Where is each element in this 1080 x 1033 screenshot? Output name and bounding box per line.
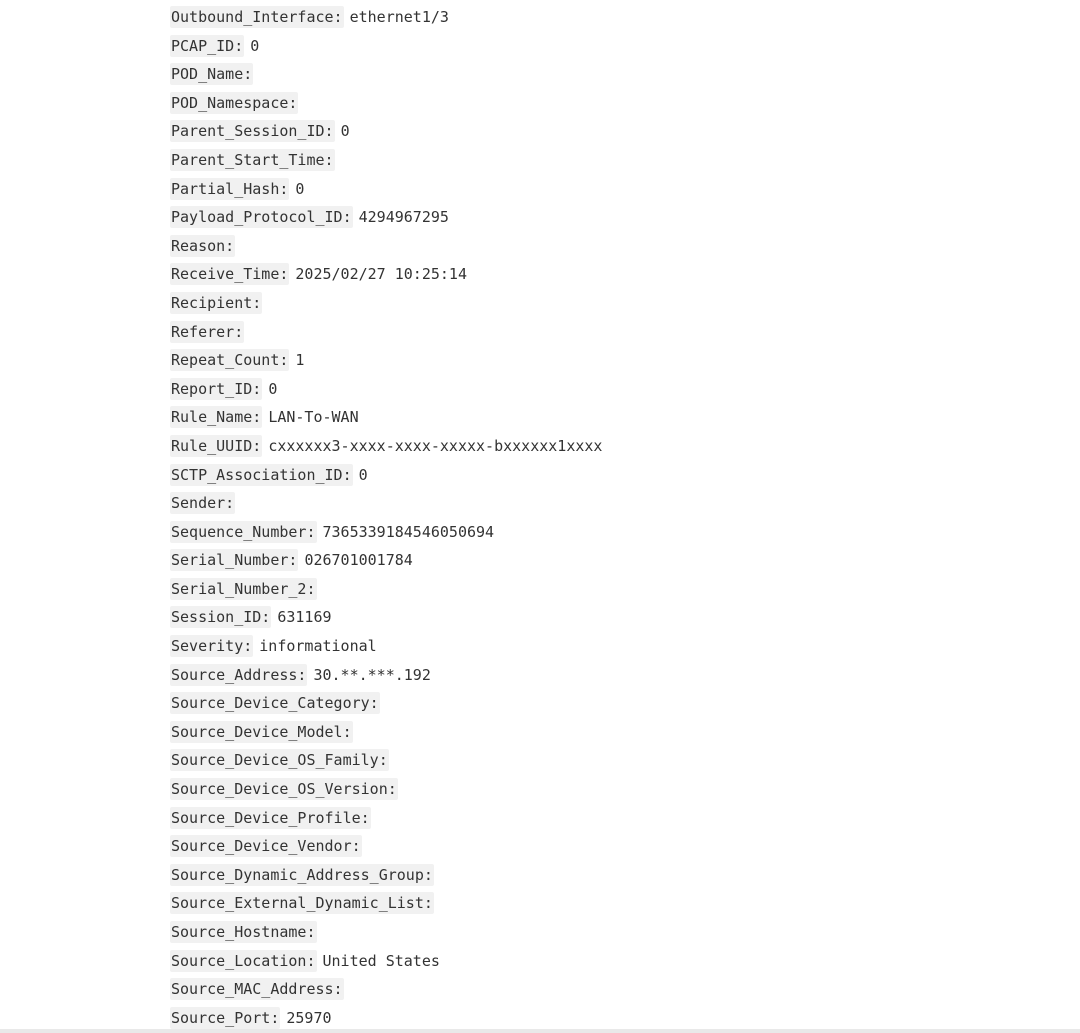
log-field-row: [170, 575, 602, 604]
field-key: Source_Hostname:: [171, 923, 316, 941]
field-key: POD_Namespace:: [171, 93, 298, 112]
field-key: Parent_Start_Time:: [171, 150, 334, 169]
log-field-row: [170, 289, 602, 318]
field-value: 0: [268, 379, 278, 398]
field-key: Source_Device_Vendor:: [171, 837, 361, 856]
log-field-row: [170, 775, 602, 804]
log-field-row: [170, 889, 602, 918]
log-field-row: [170, 861, 602, 890]
field-key: Serial_Number_2:: [171, 579, 316, 598]
log-field-row: [170, 804, 602, 833]
field-value: 631169: [277, 608, 332, 627]
field-key: Outbound_Interface:: [171, 8, 343, 26]
log-field-row: [170, 975, 602, 1004]
field-key: Session_ID:: [171, 608, 271, 627]
field-value: 30.**.***.192: [313, 665, 431, 684]
log-field-row: [170, 603, 602, 632]
log-field-row: [170, 718, 602, 747]
field-key: Source_Dynamic_Address_Group:: [171, 865, 433, 884]
field-value: 2025/02/27 10:25:14: [295, 265, 467, 284]
field-key: Parent_Session_ID:: [171, 122, 334, 141]
field-key: PCAP_ID:: [171, 36, 244, 55]
field-key: Source_Port:: [171, 1008, 280, 1027]
log-field-row: [170, 117, 602, 146]
field-key: Severity:: [171, 637, 253, 656]
field-key: Rule_Name:: [171, 408, 262, 427]
log-field-row: [170, 947, 602, 976]
log-field-row: [170, 175, 602, 204]
field-key: Referer:: [171, 322, 244, 341]
log-field-row: [170, 260, 602, 289]
field-key: Sequence_Number:: [171, 522, 316, 541]
field-key: Source_MAC_Address:: [171, 980, 343, 999]
field-value: 4294967295: [358, 208, 449, 227]
log-field-row: [170, 918, 602, 947]
field-value: 0: [295, 179, 305, 198]
field-key: Source_Device_Profile:: [171, 808, 370, 827]
field-value: 0: [340, 122, 350, 141]
log-field-row: [170, 746, 602, 775]
field-key: Sender:: [171, 494, 235, 513]
field-key: Source_Address:: [171, 665, 307, 684]
log-field-row: [170, 32, 602, 61]
log-field-row: [170, 60, 602, 89]
field-value: LAN-To-WAN: [268, 408, 359, 427]
log-field-row: [170, 489, 602, 518]
log-field-row: [170, 661, 602, 690]
field-key: Rule_UUID:: [171, 436, 262, 455]
field-value: 1: [295, 351, 305, 370]
log-field-row: [170, 232, 602, 261]
field-key: Source_Device_Category:: [171, 694, 379, 713]
log-field-list: [170, 3, 602, 1032]
log-field-row: [170, 89, 602, 118]
field-key: Serial_Number:: [171, 551, 298, 570]
field-value: 25970: [286, 1008, 332, 1027]
field-key: Payload_Protocol_ID:: [171, 208, 352, 227]
log-field-row: [170, 546, 602, 575]
log-field-row: [170, 375, 602, 404]
log-field-row: [170, 3, 602, 32]
field-key: Source_External_Dynamic_List:: [171, 894, 433, 913]
field-value: cxxxxxx3-xxxx-xxxx-xxxxx-bxxxxxx1xxxx: [268, 436, 603, 455]
field-key: Reason:: [171, 236, 235, 255]
field-key: Report_ID:: [171, 379, 262, 398]
field-value: 026701001784: [304, 551, 413, 570]
field-value: ethernet1/3: [349, 8, 449, 26]
field-key: Source_Location:: [171, 951, 316, 970]
log-field-row: [170, 518, 602, 547]
field-key: Receive_Time:: [171, 265, 289, 284]
field-key: Recipient:: [171, 293, 262, 312]
field-value: informational: [259, 637, 377, 656]
log-field-row: [170, 346, 602, 375]
field-key: Partial_Hash:: [171, 179, 289, 198]
field-value: 0: [358, 465, 368, 484]
log-field-row: [170, 689, 602, 718]
field-value: 7365339184546050694: [322, 522, 495, 541]
field-key: POD_Name:: [171, 65, 253, 84]
log-field-row: [170, 146, 602, 175]
field-key: Source_Device_Model:: [171, 722, 352, 741]
field-value: 0: [250, 36, 260, 55]
log-field-row: [170, 403, 602, 432]
log-field-row: [170, 432, 602, 461]
log-field-row: [170, 632, 602, 661]
field-key: Source_Device_OS_Version:: [171, 780, 397, 799]
field-key: SCTP_Association_ID:: [171, 465, 352, 484]
log-field-row: [170, 461, 602, 490]
bottom-divider: [0, 1029, 1080, 1033]
field-value: United States: [322, 951, 440, 970]
log-field-row: [170, 203, 602, 232]
field-key: Source_Device_OS_Family:: [171, 751, 388, 770]
field-key: Repeat_Count:: [171, 351, 289, 370]
log-field-row: [170, 318, 602, 347]
log-field-row: [170, 832, 602, 861]
